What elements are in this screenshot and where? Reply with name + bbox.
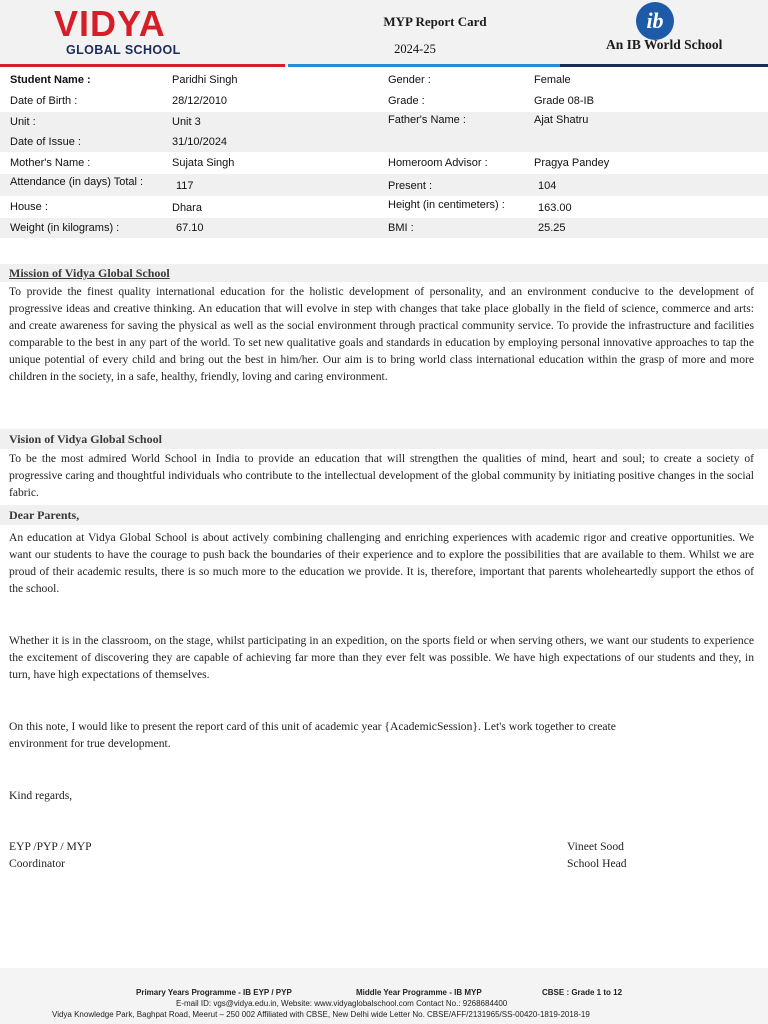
- info-row: [0, 152, 768, 174]
- vision-text: To be the most admired World School in India to provide an education that will strengthen the qualities of mind, heart and soul; to create a society of progressive caring and thoughtful individuals who contribute to the intellectual development of the global community by initiating positive changes in the social fabric.: [9, 452, 754, 499]
- info-row: [0, 70, 768, 90]
- dob-label: Date of Birth :: [10, 95, 78, 107]
- height-value: 163.00: [538, 202, 572, 214]
- issue-date-label: Date of Issue :: [10, 136, 81, 148]
- footer-programme-myp: Middle Year Programme - IB MYP: [356, 988, 482, 997]
- mother-name-value: Sujata Singh: [172, 157, 235, 169]
- letter-paragraph-3-line-2: environment for true development.: [9, 737, 171, 750]
- ib-tagline: An IB World School: [606, 37, 723, 52]
- mission-heading: Mission of Vidya Global School: [0, 264, 768, 282]
- unit-label: Unit :: [10, 116, 36, 128]
- dob-value: 28/12/2010: [172, 95, 228, 107]
- advisor-label: Homeroom Advisor :: [388, 157, 488, 169]
- present-label: Present :: [388, 180, 433, 192]
- student-name-value: Paridhi Singh: [172, 74, 238, 86]
- logo-wordmark: VIDYA: [54, 3, 166, 44]
- info-row: [0, 90, 768, 112]
- grade-label: Grade :: [388, 95, 425, 107]
- student-name-label: Student Name :: [10, 74, 91, 86]
- logo-subtitle: GLOBAL SCHOOL: [66, 43, 181, 57]
- weight-label: Weight (in kilograms) :: [10, 222, 120, 234]
- coordinator-title: Coordinator: [9, 857, 66, 870]
- grade-value: Grade 08-IB: [534, 95, 594, 107]
- house-label: House :: [10, 201, 48, 213]
- letter-closing: Kind regards,: [9, 789, 73, 802]
- footer-contact: E-mail ID: vgs@vidya.edu.in, Website: www.vidyaglobalschool.com Contact No.: 9268684400: [176, 999, 508, 1008]
- vision-heading: Vision of Vidya Global School: [0, 429, 768, 449]
- letter-salutation: Dear Parents,: [0, 505, 768, 525]
- house-value: Dhara: [172, 202, 202, 214]
- report-header: [0, 0, 768, 66]
- academic-session: 2024-25: [394, 42, 436, 56]
- height-label: Height (in centimeters) :: [388, 199, 505, 211]
- header-rule-navy: [560, 64, 768, 67]
- ib-mark: ib: [646, 8, 664, 33]
- letter-paragraph-2: Whether it is in the classroom, on the stage, whilst participating in an expedition, on the sports field or when serving others, we want our students to experience the excitement of discovering they are capable of achieving far more than they ever felt was possible. We have high expectations of our students and they, in turn, have high expectations of themselves.: [9, 634, 754, 681]
- info-row: [0, 196, 768, 218]
- school-logo: [54, 3, 192, 58]
- letter-paragraph-1: An education at Vidya Global School is about actively combining challenging and enriching experiences with academic rigor and creative opportunities. We want our students to have the courage to push back the boundaries of their experience and to explore the possibilities that are available to them. Whilst we are proud of their academic results, there is so much more to the education we provide. It is, therefore, important that parents wholeheartedly support the ethos of the school.: [9, 531, 754, 595]
- attendance-value: 117: [176, 180, 194, 192]
- footer-address: Vidya Knowledge Park, Baghpat Road, Meerut – 250 002 Affiliated with CBSE, New Delhi wide Letter No. CBSE/AFF/2131965/SS-00420-1819-2018-19: [52, 1010, 590, 1019]
- weight-value: 67.10: [176, 222, 204, 234]
- report-title: MYP Report Card: [383, 14, 487, 29]
- unit-value: Unit 3: [172, 116, 201, 128]
- footer-programme-pyp: Primary Years Programme - IB EYP / PYP: [136, 988, 292, 997]
- info-row: [0, 218, 768, 238]
- footer-programme-cbse: CBSE : Grade 1 to 12: [542, 988, 623, 997]
- mother-name-label: Mother's Name :: [10, 157, 91, 169]
- header-rule-red: [0, 64, 285, 67]
- mission-text: To provide the finest quality international education for the holistic development of personality, and an environment conducive to the development of progressive ideas and creative thinking. An education that will evolve in step with changes that take place globally in the field of science, commerce and arts: and create awareness for saving the physical as well as the social environment through practical community service. To provide the infrastructure and facilities comparable to the best in any part of the world. To set new qualitative goals and standards in education by employing personal innovative approaches to tap the unique potential of every child and bring out the best in him/her. Our aim is to bring world class international education within the grasp of more and more children in the society, in a safe, healthy, friendly, loving and caring environment.: [9, 285, 754, 383]
- bmi-value: 25.25: [538, 222, 566, 234]
- coordinator-role: EYP /PYP / MYP: [9, 840, 92, 853]
- report-footer: [0, 968, 768, 1024]
- gender-value: Female: [534, 74, 571, 86]
- father-name-label: Father's Name :: [388, 114, 466, 126]
- gender-label: Gender :: [388, 74, 431, 86]
- present-value: 104: [538, 180, 557, 192]
- issue-date-value: 31/10/2024: [172, 136, 228, 148]
- attendance-label: Attendance (in days) Total :: [10, 176, 144, 188]
- info-row: [0, 112, 768, 152]
- letter-paragraph-3: [9, 718, 754, 752]
- student-info-table: [0, 70, 768, 238]
- bmi-label: BMI :: [388, 222, 414, 234]
- father-name-value: Ajat Shatru: [534, 114, 589, 126]
- school-head-title: School Head: [567, 857, 627, 870]
- advisor-value: Pragya Pandey: [534, 157, 610, 169]
- letter-paragraph-3-line-1: On this note, I would like to present the report card of this unit of academic year {AcademicSession}. Let's work together to create: [9, 720, 616, 733]
- ib-logo-icon: [636, 2, 674, 40]
- school-head-name: Vineet Sood: [567, 840, 624, 853]
- info-row: [0, 174, 768, 196]
